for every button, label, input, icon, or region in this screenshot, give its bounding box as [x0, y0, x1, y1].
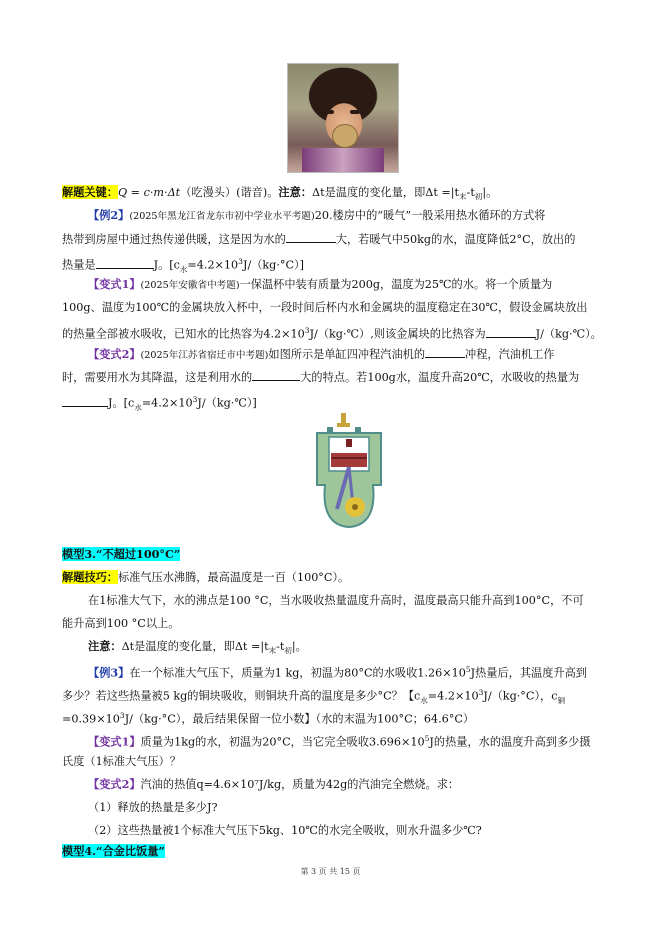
tip1-label: 解题关键： [62, 185, 118, 199]
piston [331, 453, 367, 467]
var2b-q1 [88, 799, 217, 816]
ex3-text2c: J/（kg·°C），c [483, 689, 558, 703]
answer-blank[interactable] [286, 230, 336, 243]
ex3-label: 【例3】 [88, 665, 130, 680]
ex2-line2 [62, 230, 575, 248]
answer-blank[interactable] [425, 345, 465, 358]
ex2-text2a: 热带到房屋中通过热传递供暖，这是因为水的 [62, 233, 286, 246]
model3-note-text: Δt是温度的变化量，即Δt =|t [121, 640, 269, 653]
ex3-text2b: =4.2×10 [427, 689, 479, 703]
sup-exp: 3 [304, 326, 310, 335]
ex2-label: 【例2】 [88, 208, 130, 222]
crankshaft-axle [352, 504, 358, 510]
var2-line3 [62, 391, 257, 416]
var1-text2: 100g、温度为100℃的金属块放入杯中，一段时间后杯内水和金属块的温度稳定在30℃，假设金属块放出 [62, 301, 588, 314]
model3-sub-initial: 初 [284, 646, 292, 656]
ex3-text2a: 多少？若这些热量被5 kg的铜块吸收，则铜块升高的温度是多少°C？【c [62, 689, 421, 703]
tip1-pun: （吃漫头）(谐音)。 [180, 186, 279, 199]
page-footer: 第 3 页 共 15 页 [300, 867, 361, 876]
p4-text1a: 质量为1kg的水，初温为20°C，当它完全吸收3.696×10 [140, 735, 425, 749]
var2-line1 [88, 345, 555, 364]
var1-text3b: J/（kg·℃）,则该金属块的比热容为 [309, 327, 486, 341]
var2-text3b: =4.2×10 [141, 396, 193, 410]
p4-line2 [62, 753, 181, 770]
answer-blank[interactable] [486, 325, 536, 338]
ex3-line3 [62, 707, 474, 728]
var2-text2b: 大的特点。若100g水，温度升高20℃，水吸收的热量为 [300, 371, 580, 384]
ex2-text3a: 热量是 [62, 258, 96, 272]
tip1-note-end: |。 [482, 186, 498, 199]
model3-note-tail: -t [276, 640, 285, 653]
model3-note-end: |。 [291, 640, 307, 653]
ex3-line1 [88, 661, 587, 682]
var1-text1: 一保温杯中装有质量为200g，温度为25℃的水。将一个质量为 [239, 278, 553, 291]
sub-water: 水 [179, 264, 188, 274]
var2b-text1: 汽油的热值q=4.6×10⁷J/kg，质量为42g的汽油完全燃烧。求： [140, 778, 460, 791]
sup-exp: 5 [424, 734, 430, 743]
var1-text3c: J/（kg·℃）。 [535, 327, 602, 341]
ex2-text1: 20.楼房中的“暖气”一般采用热水循环的方式将 [314, 209, 546, 222]
answer-blank[interactable] [96, 256, 154, 269]
spark-plug-base [337, 423, 350, 427]
sub-water: 水 [134, 402, 142, 412]
var2-text2a: 时，需要用水为其降温，这是利用水的 [62, 371, 253, 384]
var1-line2 [62, 299, 587, 316]
var2b-label: 【变式2】 [88, 777, 141, 791]
p4-label: 【变式1】 [88, 734, 141, 749]
sub-water: 水 [420, 695, 428, 705]
ex2-line1 [88, 207, 545, 225]
var1-label: 【变式1】 [88, 277, 141, 291]
tip1-note-text: Δt是温度的变化量，即Δt =|t [312, 186, 460, 199]
ex2-source: (2025年黑龙江省龙东市初中学业水平考题) [129, 211, 315, 222]
sup-exp: 3 [119, 711, 125, 720]
sup-exp: 3 [238, 257, 243, 266]
model3-tip-text: 标准气压水沸腾，最高温度是一百（100°C）。 [117, 571, 350, 584]
model3-tip-label: 解题技巧： [62, 570, 118, 584]
sup-exp: 5 [465, 665, 471, 674]
piston-ring [331, 457, 367, 459]
photo-eye-right [350, 110, 360, 114]
ex2-text3b: J。[c [153, 258, 180, 272]
var1-text3a: 的热量全部被水吸收，已知水的比热容为4.2×10 [62, 327, 305, 341]
ex3-text3a: =0.39×10 [62, 712, 120, 726]
four-stroke-engine-diagram [315, 413, 383, 531]
answer-blank[interactable] [252, 368, 300, 381]
sub-copper: 铜 [557, 695, 565, 705]
var2-source: (2025年江苏省宿迁市中考题) [140, 350, 269, 361]
ex2-line3 [62, 253, 304, 278]
ex2-text2b: 大，若暖气中50kg的水，温度降低2°C，放出的 [335, 233, 576, 246]
ex3-text1b: J热量后，其温度升高到 [470, 666, 587, 680]
model3-title: 模型3.“不超过100°C” [62, 547, 181, 561]
photo-mouth-bun [332, 124, 358, 148]
tip1-sub-initial: 初 [474, 192, 483, 202]
spark-tip [346, 439, 352, 447]
var2-text1b: 冲程，汽油机工作 [465, 348, 555, 361]
ex3-text3b: J/（kg·°C），最后结果保留一位小数】（水的末温为100°C；64.6°C） [124, 712, 475, 726]
sup-exp: 3 [478, 688, 484, 697]
model3-note-line [88, 638, 307, 659]
var1-line3 [62, 322, 602, 343]
var1-line1 [88, 276, 552, 294]
model3-para1: 在1标准大气下，水的沸点是100 °C，当水吸收热量温度升高时，温度最高只能升高到100°C，不可 [88, 594, 584, 607]
tip1-line [62, 184, 497, 205]
ex2-text3c: =4.2×10 [187, 258, 239, 272]
var2-text3a: J。[c [108, 396, 135, 410]
ex2-text3d: J/（kg·°C）] [242, 258, 304, 272]
tip1-formula: Q = c·m·Δt [117, 186, 181, 199]
var2b-line1 [88, 776, 459, 793]
ex3-text1a: 在一个标准大气压下，质量为1 kg，初温为80°C的水吸收1.26×10 [129, 666, 466, 680]
tip1-note-tail: -t [466, 186, 475, 199]
answer-blank[interactable] [62, 394, 108, 407]
sup-exp: 3 [192, 395, 198, 404]
p4-text2: 氏度（1标准大气压）？ [62, 755, 181, 768]
p4-line1 [88, 730, 591, 751]
model3-p2 [62, 615, 179, 632]
model3-para2: 能升高到100 °C以上。 [62, 617, 180, 630]
var2-text3c: J/（kg·℃）] [197, 396, 257, 410]
model3-p1 [88, 592, 584, 609]
model3-note-label: 注意： [88, 639, 122, 653]
model4-title-line [62, 843, 165, 860]
model3-title-line [62, 546, 180, 563]
var2b-question1: （1）释放的热量是多少J? [88, 801, 218, 814]
var2-text1a: 如图所示是单缸四冲程汽油机的 [268, 348, 426, 361]
var1-source: (2025年安徽省中考题) [140, 280, 240, 291]
p4-text1b: J的热量，水的温度升高到多少摄 [429, 735, 591, 749]
tip1-note-label: 注意： [278, 185, 312, 199]
model3-sub-final: 末 [268, 646, 277, 656]
tip1-sub-final: 末 [459, 192, 467, 202]
model4-title: 模型4.“合金比饭量” [62, 844, 165, 858]
var2b-q2 [88, 822, 482, 839]
var2-label: 【变式2】 [88, 347, 141, 361]
illustration-photo [287, 63, 399, 173]
model3-tip-line [62, 569, 349, 586]
ex3-line2 [62, 684, 565, 709]
var2-line2 [62, 368, 579, 386]
photo-eye-left [324, 110, 334, 114]
var2b-question2: （2）这些热量被1个标准大气压下5kg、10℃的水完全吸收，则水升温多少℃? [88, 824, 482, 837]
photo-collar [302, 148, 384, 172]
